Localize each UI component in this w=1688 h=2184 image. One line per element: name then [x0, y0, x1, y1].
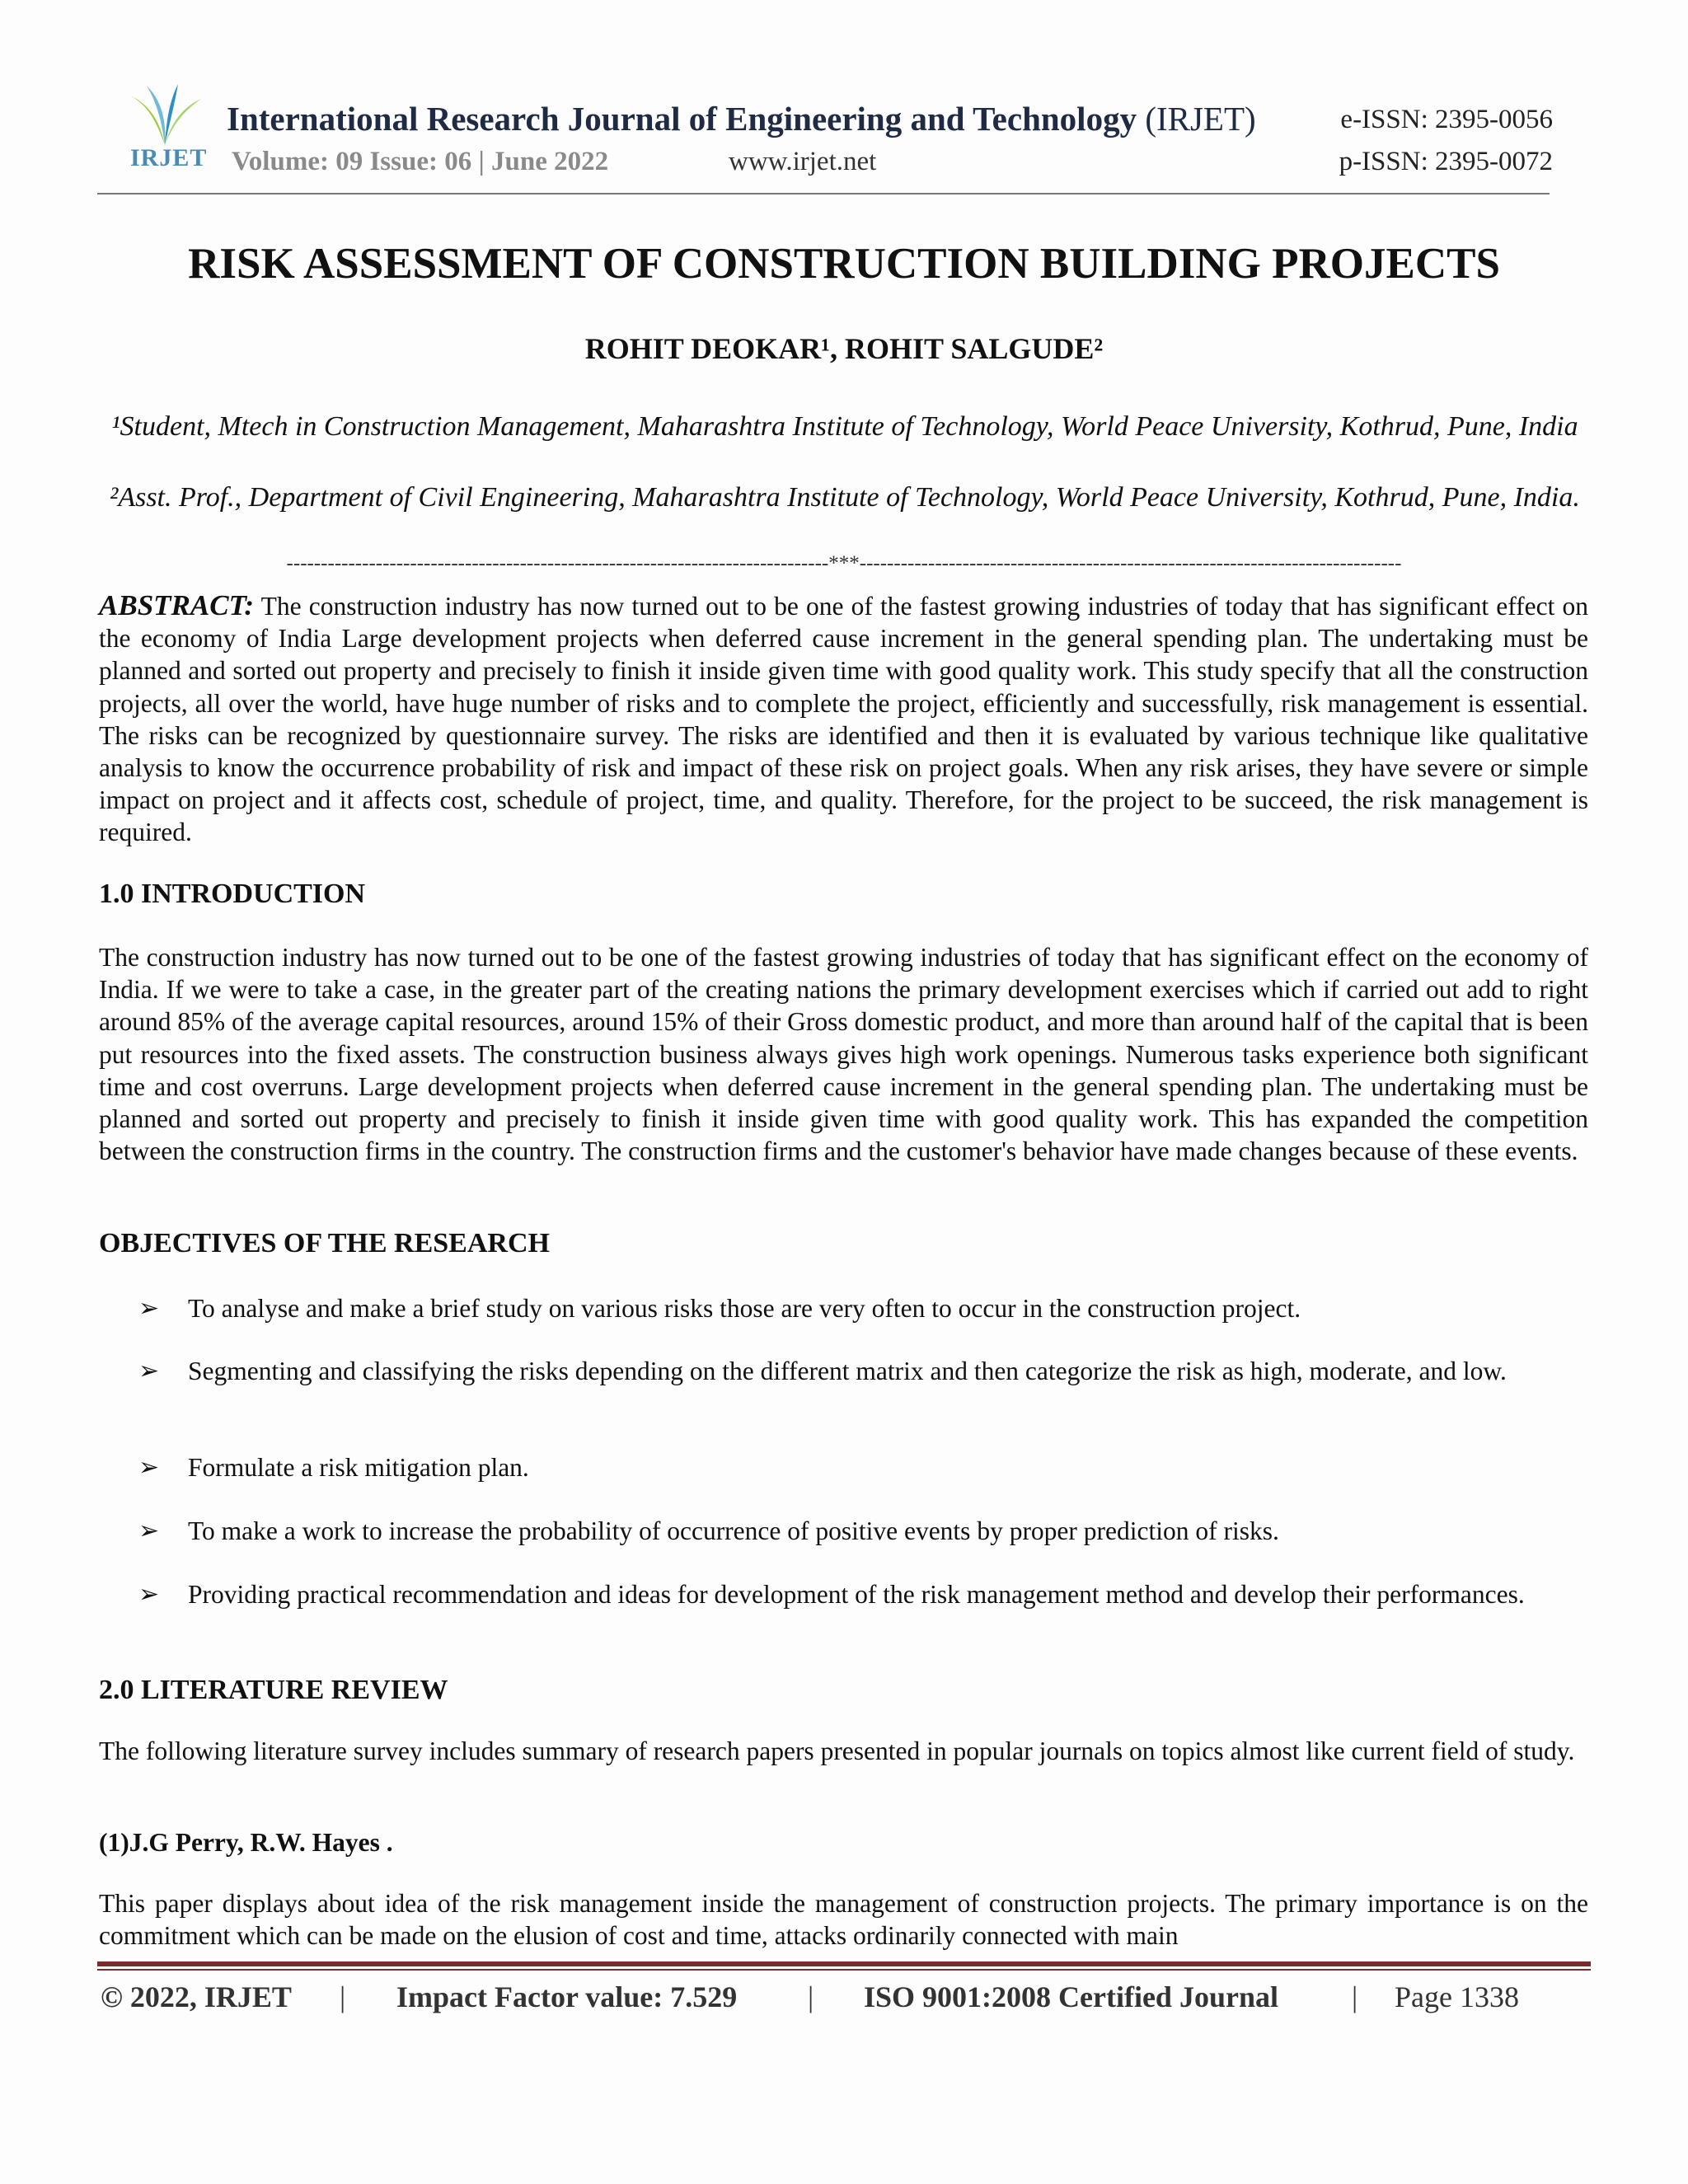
abstract-text: The construction industry has now turned out to be one of the fastest growing industries of today that has significant effect on the economy of India Large development projects when deferred cause increment in the general spending plan. The undertaking must be planned and sorted out property and precisely to finish it inside given time with good quality work. This study specify that all the construction projects, all over the world, have huge number of risks and to complete the project, efficiently and successfully, risk management is essential. The risks can be recognized by questionnaire survey. The risks are identified and then it is evaluated by various technique like qualitative analysis to know the occurrence probability of risk and impact of these risk on project goals. When any risk arises, they have severe or simple impact on project and it affects cost, schedule of project, time, and quality. Therefore, for the project to be succeed, the risk management is required.	[99, 592, 1588, 847]
footer-copyright: © 2022, IRJET	[101, 1980, 292, 2013]
arrow-bullet-icon: ➢	[138, 1454, 160, 1481]
footer-divider-bar: |	[1352, 1980, 1358, 2013]
objective-item: ➢ To analyse and make a brief study on various risks those are very often to occur in the construction project.	[138, 1292, 1589, 1355]
paper-title: RISK ASSESSMENT OF CONSTRUCTION BUILDING PROJECTS	[188, 240, 1500, 288]
journal-title: International Research Journal of Engineering and Technology (IRJET)	[227, 100, 1256, 138]
objective-item: ➢ Providing practical recommendation and ideas for development of the risk management method and develop their performances.	[138, 1578, 1589, 1644]
introduction-heading: 1.0 INTRODUCTION	[99, 879, 366, 909]
p-issn: p-ISSN: 2395-0072	[1339, 147, 1553, 176]
section-separator: -------------------------------------------------------------------------------***-------------------------------------------------------------------------------	[286, 552, 1402, 574]
footer-iso: ISO 9001:2008 Certified Journal	[864, 1980, 1278, 2013]
literature-intro: The following literature survey includes summary of research papers presented in popular journals on topics almost like current field of study.	[99, 1736, 1575, 1765]
abstract: ABSTRACT: The construction industry has now turned out to be one of the fastest growing industries of today that has significant effect on the economy of India Large development projects when deferred cause increment in the general spending plan. The undertaking must be planned and sorted out property and precisely to finish it inside given time with good quality work. This study specify that all the construction projects, all over the world, have huge number of risks and to complete the project, efficiently and successfully, risk management is essential. The risks can be recognized by questionnaire survey. The risks are identified and then it is evaluated by various technique like qualitative analysis to know the occurrence probability of risk and impact of these risk on project goals. When any risk arises, they have severe or simple impact on project and it affects cost, schedule of project, time, and quality. Therefore, for the project to be succeed, the risk management is required.	[99, 589, 1588, 847]
affiliation-2: ²Asst. Prof., Department of Civil Engineering, Maharashtra Institute of Technology, World Peace University, Kothrud, Pune, India.	[110, 482, 1580, 513]
header-divider	[97, 193, 1550, 194]
volume-issue: Volume: 09 Issue: 06 | June 2022	[232, 147, 609, 176]
affiliation-1: ¹Student, Mtech in Construction Management, Maharashtra Institute of Technology, World Peace University, Kothrud, Pune, India	[111, 411, 1578, 442]
arrow-bullet-icon: ➢	[138, 1517, 160, 1544]
objectives-list	[138, 1292, 1589, 1644]
e-issn: e-ISSN: 2395-0056	[1340, 105, 1553, 134]
footer-divider-thin	[97, 1969, 1591, 1971]
footer-divider-bar: |	[340, 1980, 346, 2013]
footer-page-number: Page 1338	[1395, 1980, 1519, 2013]
reference-1-title: (1)J.G Perry, R.W. Hayes .	[99, 1828, 393, 1857]
arrow-bullet-icon: ➢	[138, 1581, 160, 1608]
literature-heading: 2.0 LITERATURE REVIEW	[99, 1675, 448, 1705]
objectives-heading: OBJECTIVES OF THE RESEARCH	[99, 1228, 550, 1258]
paper-authors: ROHIT DEOKAR¹, ROHIT SALGUDE²	[584, 332, 1104, 365]
arrow-bullet-icon: ➢	[138, 1295, 160, 1322]
logo-text: IRJET	[130, 144, 208, 171]
footer-divider	[97, 1961, 1591, 1966]
reference-1-text: This paper displays about idea of the risk management inside the management of construction projects. The primary importance is on the commitment which can be made on the elusion of cost and time, attacks ordinarily connected with main	[99, 1889, 1588, 1951]
journal-website[interactable]: www.irjet.net	[729, 147, 877, 176]
objective-item: ➢ To make a work to increase the probability of occurrence of positive events by proper prediction of risks.	[138, 1515, 1589, 1578]
abstract-label: ABSTRACT	[99, 589, 245, 621]
leaf-logo-icon	[124, 81, 206, 147]
objective-item: ➢ Segmenting and classifying the risks depending on the different matrix and then categorize the risk as high, moderate, and low.	[138, 1355, 1589, 1451]
objective-item: ➢ Formulate a risk mitigation plan.	[138, 1451, 1589, 1515]
introduction-text: The construction industry has now turned out to be one of the fastest growing industries of today that has significant effect on the economy of India. If we were to take a case, in the greater part of the creating nations the primary development exercises which if carried out add to right around 85% of the average capital resources, around 15% of their Gross domestic product, and more than around half of the capital that is been put resources into the fixed assets. The construction business always gives high work openings. Numerous tasks experience both significant time and cost overruns. Large development projects when deferred cause increment in the general spending plan. The undertaking must be planned and sorted out property and precisely to finish it inside given time with good quality work. This has expanded the competition between the construction firms in the country. The construction firms and the customer's behavior have made changes because of these events.	[99, 943, 1588, 1166]
footer-impact-factor: Impact Factor value: 7.529	[396, 1980, 738, 2013]
footer-divider-bar: |	[808, 1980, 814, 2013]
arrow-bullet-icon: ➢	[138, 1357, 160, 1385]
